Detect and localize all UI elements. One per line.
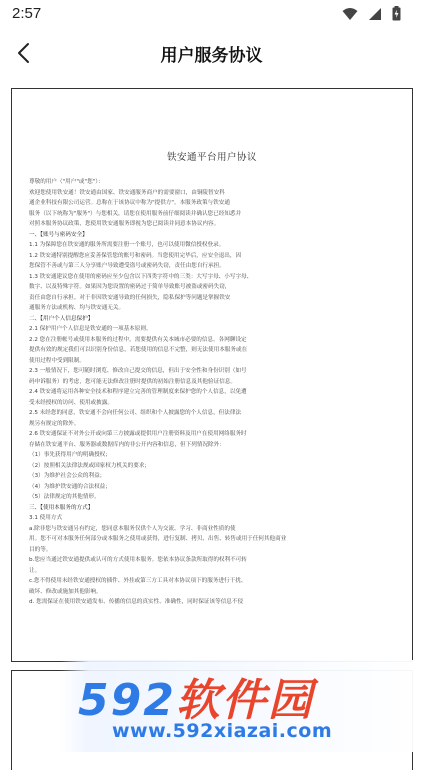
document-line: 提供有效的规定我们可以识别身份信息，若您使用的信息不完整，则无法使用本服务或在 xyxy=(29,347,248,353)
document-line: 1.2 铁安通特别提醒您应妥善保管您的账号和密码。当您使用完毕后，应安全退出，因 xyxy=(29,252,242,259)
document-line: 通企业科技有限公司运营。总称在于该协议中称为"提供方"。本服务政策与铁安通 xyxy=(29,200,230,206)
document-line: （2）按照相关法律法规或国家权力机关的要求； xyxy=(29,462,151,469)
document-line: 码申诉服务）的考虑，您可能无法修改注册时提供的初始注册信息及其他验证信息。 xyxy=(29,378,236,385)
document-line: 让。 xyxy=(29,567,41,574)
document-line: 对照本服务协议政策，您使用铁安通服务即视为您已阅读并同意本协议内容。 xyxy=(29,221,220,227)
status-bar xyxy=(0,0,423,30)
document-line: 通服务方法或机构、均与铁安通无关。 xyxy=(29,305,125,311)
cellular-signal-icon xyxy=(368,6,382,25)
document-line: 2.3 一般情况下，您可随时浏览、修改自己提交的信息，但出于安全性和身份识别（如号 xyxy=(29,368,247,374)
document-line: 三、【使用本服务的方式】 xyxy=(29,504,94,511)
document-line: （1）事先获得用户的明确授权； xyxy=(29,452,111,458)
watermark xyxy=(60,660,423,752)
document-line: 2.2 您在注册帐号或使用本服务的过程中，需要提供有关本城市必要的信息。各网聊设定 xyxy=(29,336,247,343)
watermark-logo-number: 592 xyxy=(78,675,176,726)
document-line: 2.6 铁安通保证不对外公开或向第三方披露或提供用户注册资料及用户在使用网络服务时 xyxy=(29,431,247,437)
document-line: （3）为维护社会公众的利益； xyxy=(29,473,106,479)
document-content xyxy=(29,107,395,608)
document-line: d. 您需保证在使用铁安通发布、传播的信息的真实性、准确性，同时保证该等信息不侵 xyxy=(29,599,244,605)
document-line: （5）法律规定的其他情形。 xyxy=(29,494,100,500)
document-line: 破坏、修改或施加其他影响。 xyxy=(29,588,102,595)
status-time: 2:57 xyxy=(12,5,42,22)
watermark-logo-text: 软件园 xyxy=(175,675,314,726)
document-line: 受未经授权的访问、使用或披露。 xyxy=(29,399,113,406)
document-title: 铁安通平台用户协议 xyxy=(166,152,257,163)
document-line: 1.3 铁安通建议您在使用的密码应至少包含以下四类字符中的三类：大写字母、小写字母、 xyxy=(29,273,253,280)
watermark-url: www.592xiazai.com xyxy=(112,720,333,742)
document-line: 一、【账号与密码安全】 xyxy=(29,231,88,238)
document-line: 规另有规定的除外。 xyxy=(29,420,80,427)
battery-charging-icon xyxy=(392,6,401,25)
watermark-logo xyxy=(78,664,314,728)
document-line: 尊敬的用户（"用户"或"您"）： xyxy=(29,179,104,185)
document-line: 数字、以及特殊字符。如果因为您设置的密码过于简单导致账号被盗或密码失窃， xyxy=(29,284,231,290)
document-body xyxy=(29,177,395,608)
document-line: 2.4 铁安通将运用各种安全技术和程序建立完善的管理制度来保护您的个人信息，以免遭 xyxy=(29,389,247,395)
document-line: 服务（以下统称为"服务"）与您相关，请您在使用服务前仔细阅读并确认您已经知悉并 xyxy=(29,210,242,217)
wifi-icon xyxy=(342,6,358,25)
status-icons xyxy=(342,6,401,25)
document-line: （4）为维护铁安通的合法权益； xyxy=(29,483,111,490)
document-line: 目的等。 xyxy=(29,546,52,553)
document-line: 使用过程中受到限制。 xyxy=(29,357,85,364)
document-line: 1.1 为保障您在铁安通的服务所需要注册一个账号，也可以使用微信授权登录。 xyxy=(29,242,225,248)
document-line: a.除非您与铁安通另有约定，您同意本服务仅供个人为交流、学习、非商业性质的使 xyxy=(29,525,236,532)
document-line: 二、【用户个人信息保护】 xyxy=(29,315,94,322)
document-line: 2.5 未经您的同意，铁安通不会向任何公司、组织和个人披露您的个人信息，但法律法 xyxy=(29,410,242,416)
app-bar xyxy=(0,30,423,78)
document-line: 您保管不善或与第三人分享账户导致遭受盗号或密码失窃，责任由您自行承担。 xyxy=(29,263,225,269)
document-line: 2.1 保护用户个人信息是铁安通的一项基本原则。 xyxy=(29,326,152,332)
page-title: 用户服务协议 xyxy=(160,46,263,66)
document-line: 欢迎您使用铁安通！铁安通由国家、铁安通服务商户的需要窗口，由铜陵智安科 xyxy=(29,189,225,196)
document-line: b.您应当通过铁安通提供或认可的方式使用本服务。您依本协议条款所取得的权利不可转 xyxy=(29,557,247,563)
document-page[interactable] xyxy=(11,88,413,662)
document-line: 3.1 使用方式 xyxy=(29,515,63,521)
document-line: 用。您不可对本服务任何部分或本服务之使用或获得，进行复制、拷贝、出售、转售或用于任何其他商业 xyxy=(29,536,287,542)
document-line: c.您不得使用未经铁安通授权的插件、外挂或第三方工具对本协议项下的服务进行干扰、 xyxy=(29,578,247,584)
document-line: 存储在铁安通平台、服务器或数据库内的非公开内容和信息，但下列情况除外： xyxy=(29,441,225,448)
document-line: 责任由您自行承担。对于非因铁安通导致的任何损失，隐私保护等问题是掌握铁安 xyxy=(29,294,231,301)
